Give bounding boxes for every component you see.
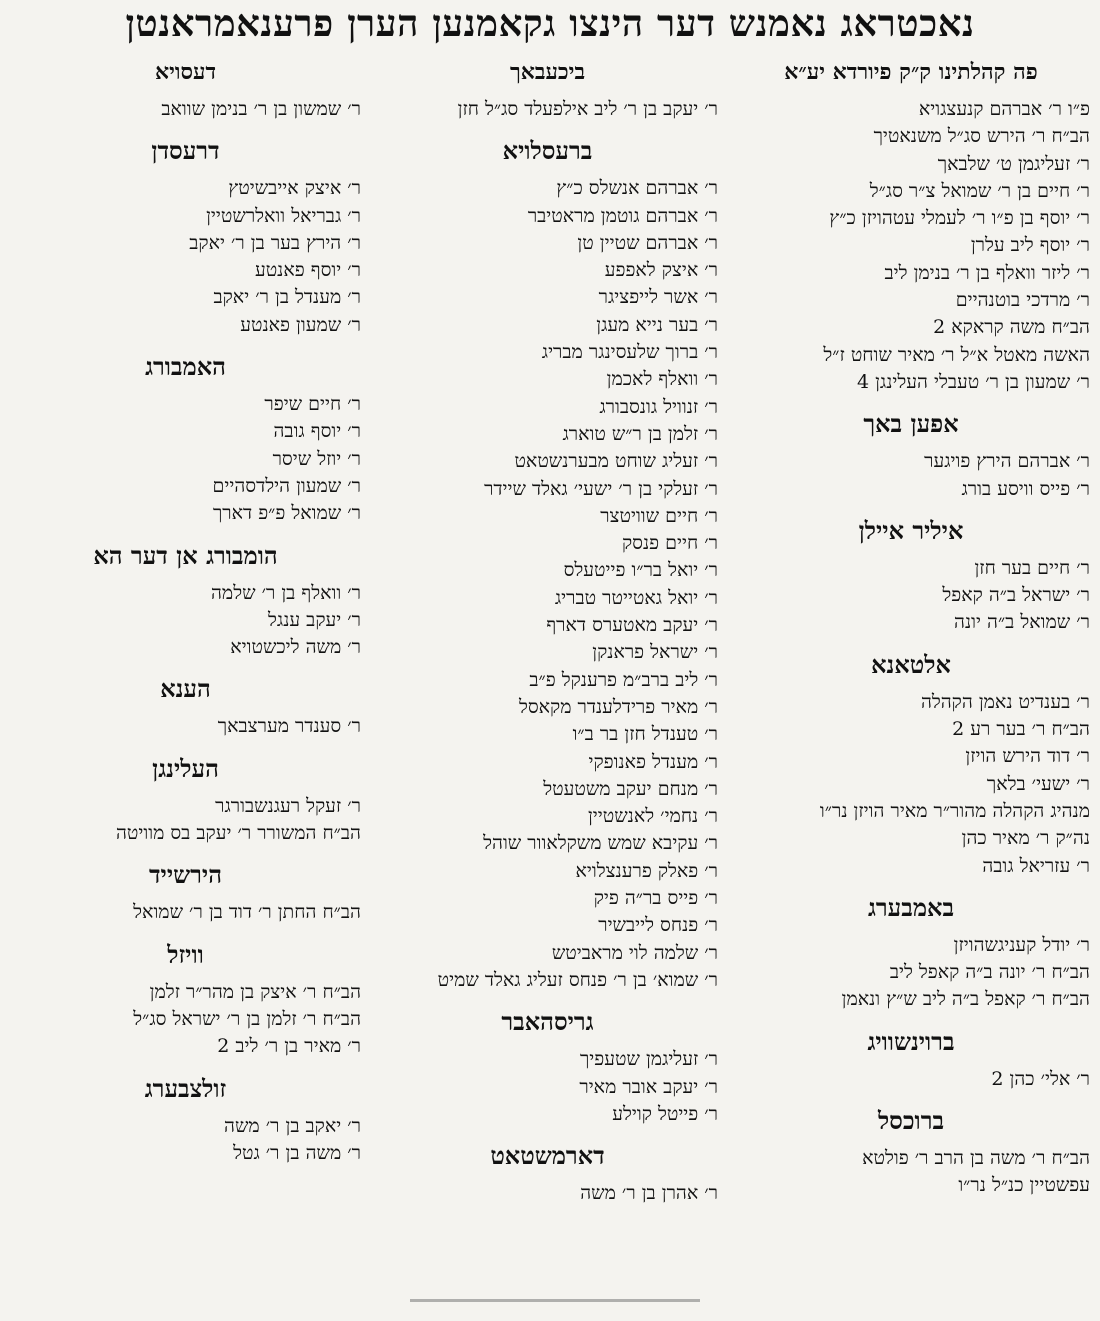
subscriber-line: ר׳ יואל גאטייטר טבריג	[554, 586, 718, 609]
subscriber-line: ר׳ ישעי׳ בלאך	[986, 772, 1090, 795]
subscriber-line: ר׳ מנחם יעקב משטעטל	[543, 777, 718, 800]
subscriber-line: האשה מאטל א״ל ר׳ מאיר שוחט ז״ל	[823, 343, 1090, 366]
subscriber-line: ר׳ זעליג שוחט מבערנשטאט	[514, 450, 718, 473]
subscriber-line: ר׳ מרדכי בוטנהיים	[955, 289, 1090, 312]
subscriber-line: ר׳ יאקב בן ר׳ משה	[224, 1114, 361, 1137]
column-left	[8, 56, 363, 1167]
subscriber-line: ר׳ יוסף גובה	[273, 420, 361, 443]
subscriber-line: ר׳ זנוויל גונסבורג	[599, 395, 718, 418]
subscriber-line: ר׳ חיים שיפר	[264, 393, 361, 416]
subscriber-line: ר׳ יעקב בן ר׳ ליב אילפעלד סג״ל חזן	[457, 98, 718, 120]
subscriber-line: ר׳ אהרן בן ר׳ משה	[580, 1182, 718, 1205]
subscriber-line: ר׳ זעליגמן ט׳ שלבאך	[937, 152, 1090, 175]
subscriber-line: ר׳ מענדל פאנופקי	[588, 750, 718, 773]
subscriber-line: ר׳ ליזר וואלף בן ר׳ בנימן ליב	[884, 261, 1090, 284]
page-title: נאכטראג נאמנש דער הינצו גקאמנען הערן פרענאמראנטן	[125, 1, 975, 45]
subscriber-line: ר׳ שלמה לוי מראביטש	[551, 941, 718, 964]
subscriber-line: ר׳ פנחס לייבשיר	[598, 914, 718, 937]
subscriber-line: הב״ח ר׳ משה בן הרב ר׳ פולטא	[862, 1147, 1090, 1170]
section-heading: הומבורג אן דער הא	[93, 540, 278, 570]
subscriber-line: ר׳ וואלף בן ר׳ שלמה	[211, 581, 361, 604]
subscriber-line: ר׳ יוסף ליב עלרן	[970, 234, 1090, 257]
subscriber-line: ר׳ פאלק פרענצלויא	[575, 859, 718, 882]
subscriber-line: ר׳ סענדר מערצבאך	[217, 715, 361, 738]
subscriber-line: ר׳ מאיר בן ר׳ ליב 2	[217, 1035, 361, 1058]
subscriber-line: ר׳ עקיבא שמש משקלאוור שוהל	[483, 832, 718, 855]
subscriber-line: ר׳ שמעון הילדסהיים	[212, 474, 361, 497]
subscriber-line: ר׳ ליב ברב״מ פרענקל פ״ב	[529, 668, 718, 691]
subscriber-line: הב״ח ר׳ יונה ב״ה קאפל ליב	[889, 961, 1090, 984]
subscriber-line: ר׳ שמואל ב״ה יונה	[954, 611, 1090, 634]
section-heading: הענא	[160, 674, 211, 704]
section-heading: אלטאנא	[871, 649, 951, 679]
subscriber-line: ר׳ דוד הירש הויזן	[965, 745, 1090, 768]
subscriber-line: ר׳ יוסף בן פ״ו ר׳ לעמלי עטהויזן כ״ץ	[829, 207, 1090, 230]
subscriber-line: ר׳ יעקב מאטערס דארף	[546, 614, 718, 637]
subscriber-line: ר׳ אלי׳ כהן 2	[991, 1067, 1090, 1090]
section-heading: ברוינשוויג	[867, 1026, 955, 1056]
subscriber-line: ר׳ עזריאל גובה	[982, 854, 1090, 877]
subscriber-line: ר׳ חיים פנסק	[622, 532, 718, 555]
subscriber-line: הב״ח המשורר ר׳ יעקב בס מוויטה	[115, 822, 361, 845]
subscriber-line: ר׳ ישראל פראנקן	[592, 641, 718, 664]
subscriber-line: ר׳ בענדיט נאמן הקהלה	[920, 690, 1090, 713]
subscriber-line: ר׳ אברהם שטיין טן	[577, 231, 718, 254]
subscriber-line: ר׳ ברוך שלעסינגר מבריג	[541, 341, 718, 364]
subscriber-line: ר׳ נחמי׳ לאנשטיין	[587, 805, 718, 828]
subscriber-line: פ״ו ר׳ אברהם קנעצגויא	[918, 98, 1090, 120]
subscriber-line: ר׳ חיים בער חזן	[974, 556, 1090, 579]
subscriber-line: ר׳ פייטל קוילע	[612, 1102, 718, 1125]
subscriber-line: ר׳ יעקב ענגל	[268, 608, 361, 631]
section-heading: דעסויא	[154, 59, 217, 85]
section-heading: ביכעבאך	[509, 59, 586, 85]
subscriber-line: ר׳ שמעון בן ר׳ טעבלי העלינגן 4	[856, 370, 1090, 393]
subscriber-line: ר׳ פייס וויסע בורג	[961, 477, 1090, 500]
section-heading: ברעסלויא	[502, 136, 593, 166]
column-right	[730, 56, 1092, 1200]
section-heading: וויזל	[167, 939, 204, 969]
subscriber-line: ר׳ יעקב אובר מאיר	[579, 1075, 718, 1098]
section-heading: באמבערג	[867, 892, 955, 922]
subscriber-line: ר׳ טענדל חזן בר ב״ו	[572, 723, 718, 746]
subscriber-line: ר׳ שמשון בן ר׳ בנימן שוואב	[161, 98, 361, 120]
subscriber-line: הב״ח החתן ר׳ דוד בן ר׳ שמואל	[133, 901, 361, 924]
column-middle	[375, 56, 720, 1207]
subscriber-line: ר׳ שמואל פ״פ דארך	[212, 502, 361, 525]
bottom-rule	[410, 1299, 700, 1302]
subscriber-line: ר׳ איצק אייבשיטץ	[228, 177, 361, 200]
subscriber-line: עפשטיין כנ״ל נר״ו	[958, 1174, 1090, 1197]
subscriber-line: ר׳ ישראל ב״ה קאפל	[942, 584, 1090, 607]
section-heading: דארמשטאט	[490, 1141, 605, 1171]
subscriber-line: ר׳ משה ליכשטויא	[230, 636, 361, 659]
section-heading: דרעסדן	[151, 136, 220, 166]
subscriber-line: ר׳ חיים בן ר׳ שמואל צ״ר סג״ל	[869, 179, 1090, 202]
subscriber-line: ר׳ הירץ בער בן ר׳ יאקב	[189, 231, 361, 254]
subscriber-line: ר׳ זלמן בן ר״ש טוארג	[562, 422, 718, 445]
subscriber-line: ר׳ אברהם אנשלס כ״ץ	[556, 177, 718, 200]
subscriber-line: ר׳ חיים שוויטצר	[600, 504, 718, 527]
subscriber-line: ר׳ זעקל רעגנשבורגר	[215, 794, 361, 817]
section-heading: העלינגן	[152, 753, 219, 783]
section-heading: איליר איילן	[858, 515, 964, 545]
section-heading: אפען באך	[863, 409, 959, 439]
section-heading: האמבורג	[145, 352, 226, 382]
subscriber-line: ר׳ זעליגמן שטעפיך	[579, 1048, 718, 1071]
subscriber-line: ר׳ יוסף פאנטע	[254, 259, 361, 282]
subscriber-line: ר׳ יואל בר״ו פייטעלס	[563, 559, 718, 582]
subscriber-line: מנהיג הקהלה מהור״ר מאיר הויזן נר״ו	[819, 799, 1090, 822]
section-heading: ברוכסל	[877, 1106, 945, 1136]
subscriber-line: ר׳ גבריאל וואלרשטיין	[206, 204, 361, 227]
subscriber-line: ר׳ איצק לאפפע	[604, 259, 718, 282]
subscriber-line: הב״ח ר׳ הירש סג״ל משנאטיך	[873, 125, 1090, 148]
subscriber-line: ר׳ זעלקי בן ר׳ ישעי׳ גאלד שיידר	[484, 477, 718, 500]
subscriber-line: הב״ח ר׳ בער רע 2	[952, 718, 1090, 741]
subscriber-line: ר׳ שמעון פאנטע	[240, 313, 361, 336]
subscriber-line: ר׳ יוזל שיסר	[272, 447, 361, 470]
subscriber-line: ר׳ בער נייא מעגן	[596, 313, 718, 336]
subscriber-line: ר׳ יודל קעניגשהויזן	[953, 933, 1090, 956]
subscriber-line: ר׳ משה בן ר׳ גטל	[233, 1141, 361, 1164]
section-heading: גריסהאבר	[501, 1007, 594, 1037]
subscriber-line: ר׳ אברהם גוטמן מראטיבר	[527, 204, 718, 227]
subscriber-line: ר׳ אשר לייפציגר	[598, 286, 718, 309]
subscriber-line: ר׳ וואלף לאכמן	[606, 368, 718, 391]
subscriber-line: הב״ח ר׳ איצק בן מהר״ר זלמן	[149, 980, 361, 1003]
section-heading: הירשייד	[148, 860, 222, 890]
subscriber-line: נה״ק ר׳ מאיר כהן	[961, 827, 1090, 850]
subscriber-line: ר׳ שמוא׳ בן ר׳ פנחס זעליג גאלד שמיט	[437, 968, 718, 991]
subscriber-line: ר׳ מענדל בן ר׳ יאקב	[213, 286, 361, 309]
subscriber-line: ר׳ אברהם הירץ פויגער	[924, 450, 1090, 473]
subscriber-line: הב״ח ר׳ זלמן בן ר׳ ישראל סג״ל	[133, 1007, 361, 1030]
subscriber-line: הב״ח משה קראקא 2	[933, 316, 1090, 339]
section-heading: פה קהלתינו ק״ק פיורדא יע״א	[784, 59, 1038, 85]
subscriber-line: הב״ח ר׳ קאפל ב״ה ליב ש״ץ ונאמן	[841, 988, 1090, 1011]
subscriber-line: ר׳ פייס בר״ה פיק	[593, 887, 718, 910]
subscriber-line: ר׳ מאיר פרידלענדר מקאסל	[518, 695, 718, 718]
section-heading: זולצבערג	[144, 1073, 227, 1103]
